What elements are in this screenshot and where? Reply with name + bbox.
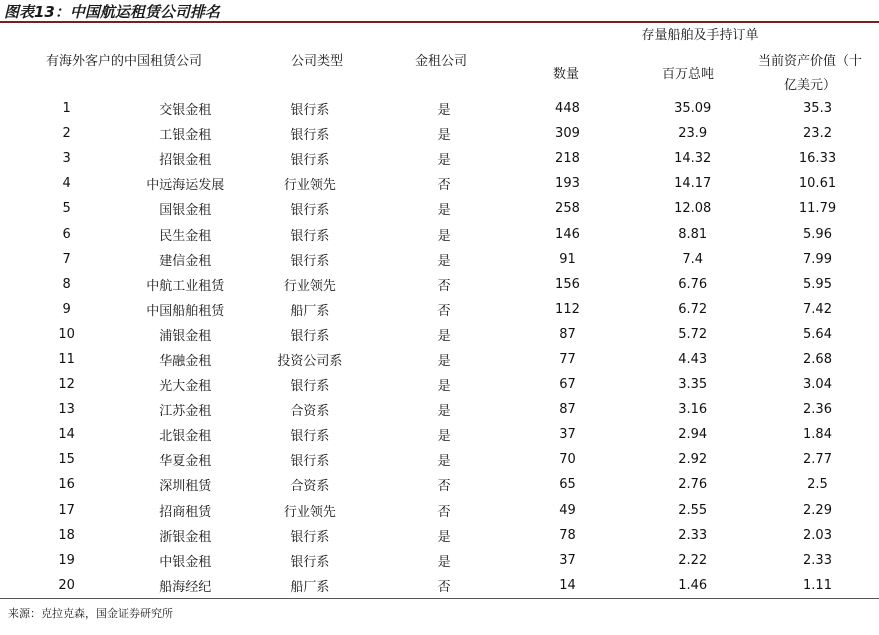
rank-cell: 4	[62, 176, 71, 192]
company-cell: 中银金租	[159, 554, 212, 570]
ranking-table	[0, 96, 879, 598]
finance-lease-cell: 否	[437, 504, 451, 520]
company-cell: 国银金租	[159, 203, 212, 219]
finance-lease-cell: 是	[437, 454, 451, 470]
value-cell: 7.42	[803, 301, 832, 317]
rank-cell: 3	[62, 151, 71, 167]
table-row	[0, 171, 879, 196]
source-note: 来源：克拉克森，国金证券研究所	[8, 607, 173, 620]
table-row	[0, 96, 879, 121]
tonnage-cell: 35.09	[674, 101, 712, 117]
count-cell: 14	[559, 577, 576, 593]
type-cell: 行业领先	[283, 178, 336, 194]
rank-cell: 11	[58, 351, 75, 367]
company-cell: 招银金租	[159, 153, 212, 169]
finance-lease-cell: 否	[437, 479, 451, 495]
rank-cell: 16	[58, 477, 75, 493]
header-value-line2: 亿美元）	[784, 78, 837, 93]
company-cell: 船海经纪	[159, 579, 212, 595]
value-cell: 2.68	[803, 351, 832, 367]
finance-lease-cell: 是	[437, 429, 451, 445]
finance-lease-cell: 是	[437, 353, 451, 369]
ranking-table-body	[0, 96, 879, 598]
tonnage-cell: 2.55	[678, 502, 708, 518]
tonnage-cell: 6.72	[678, 301, 708, 317]
type-cell: 合资系	[290, 479, 330, 495]
company-cell: 建信金租	[159, 253, 212, 269]
header-tonnage: 百万总吨	[662, 67, 715, 82]
header-type: 公司类型	[291, 54, 344, 69]
count-cell: 37	[559, 552, 576, 568]
finance-lease-cell: 是	[437, 103, 451, 119]
table-row	[0, 247, 879, 272]
value-cell: 23.2	[803, 126, 832, 142]
count-cell: 87	[559, 326, 576, 342]
rank-cell: 8	[62, 276, 71, 292]
rank-cell: 7	[62, 251, 71, 267]
table-row	[0, 221, 879, 246]
type-cell: 银行系	[290, 203, 330, 219]
value-cell: 2.36	[803, 402, 832, 418]
tonnage-cell: 6.76	[678, 276, 708, 292]
table-row	[0, 397, 879, 422]
type-cell: 行业领先	[283, 504, 336, 520]
tonnage-cell: 14.32	[674, 151, 712, 167]
rank-cell: 17	[58, 502, 75, 518]
header-finance-lease: 金租公司	[415, 54, 468, 69]
bottom-rule	[0, 598, 879, 599]
type-cell: 银行系	[290, 328, 330, 344]
tonnage-cell: 14.17	[674, 176, 712, 192]
tonnage-cell: 2.94	[678, 427, 708, 443]
company-cell: 江苏金租	[159, 404, 212, 420]
figure-title: 图表13：中国航运租赁公司排名	[4, 3, 220, 21]
value-cell: 16.33	[798, 151, 837, 167]
company-cell: 光大金租	[159, 379, 212, 395]
tonnage-cell: 1.46	[678, 577, 708, 593]
header-value-line1: 当前资产价值（十	[758, 54, 863, 69]
finance-lease-cell: 否	[437, 303, 451, 319]
rank-cell: 13	[58, 402, 75, 418]
value-cell: 10.61	[798, 176, 837, 192]
table-row	[0, 347, 879, 372]
rank-cell: 5	[62, 201, 71, 217]
value-cell: 7.99	[803, 251, 832, 267]
table-row	[0, 121, 879, 146]
finance-lease-cell: 是	[437, 404, 451, 420]
finance-lease-cell: 是	[437, 328, 451, 344]
company-cell: 招商租赁	[159, 504, 212, 520]
type-cell: 银行系	[290, 554, 330, 570]
company-cell: 深圳租赁	[159, 479, 212, 495]
count-cell: 146	[555, 226, 580, 242]
table-row	[0, 447, 879, 472]
count-cell: 112	[555, 301, 580, 317]
rank-cell: 18	[58, 527, 75, 543]
count-cell: 218	[555, 151, 580, 167]
top-rule	[0, 21, 879, 23]
value-cell: 2.5	[807, 477, 828, 493]
rank-cell: 2	[62, 126, 71, 142]
header-count: 数量	[553, 67, 580, 82]
count-cell: 91	[559, 251, 576, 267]
value-cell: 2.33	[803, 552, 832, 568]
table-row	[0, 573, 879, 598]
type-cell: 银行系	[290, 228, 330, 244]
count-cell: 448	[555, 101, 580, 117]
count-cell: 258	[555, 201, 580, 217]
value-cell: 11.79	[798, 201, 837, 217]
company-cell: 北银金租	[159, 429, 212, 445]
type-cell: 投资公司系	[277, 353, 343, 369]
type-cell: 行业领先	[283, 278, 336, 294]
company-cell: 中远海运发展	[146, 178, 225, 194]
type-cell: 船厂系	[290, 303, 330, 319]
tonnage-cell: 4.43	[678, 351, 708, 367]
table-row	[0, 146, 879, 171]
finance-lease-cell: 是	[437, 203, 451, 219]
tonnage-cell: 8.81	[678, 226, 708, 242]
table-row	[0, 498, 879, 523]
table-row	[0, 472, 879, 497]
finance-lease-cell: 是	[437, 529, 451, 545]
type-cell: 银行系	[290, 103, 330, 119]
table-row	[0, 322, 879, 347]
type-cell: 银行系	[290, 128, 330, 144]
count-cell: 309	[555, 126, 580, 142]
company-cell: 中国船舶租赁	[146, 303, 225, 319]
rank-cell: 15	[58, 452, 75, 468]
company-cell: 浙银金租	[159, 529, 212, 545]
rank-cell: 12	[58, 377, 75, 393]
tonnage-cell: 23.9	[678, 126, 708, 142]
table-row	[0, 196, 879, 221]
tonnage-cell: 3.16	[678, 402, 708, 418]
company-cell: 华夏金租	[159, 454, 212, 470]
type-cell: 船厂系	[290, 579, 330, 595]
type-cell: 银行系	[290, 253, 330, 269]
value-cell: 2.77	[803, 452, 832, 468]
table-row	[0, 548, 879, 573]
table-row	[0, 372, 879, 397]
tonnage-cell: 3.35	[678, 377, 708, 393]
value-cell: 5.96	[803, 226, 832, 242]
table-row	[0, 523, 879, 548]
rank-cell: 6	[62, 226, 71, 242]
finance-lease-cell: 否	[437, 579, 451, 595]
rank-cell: 19	[58, 552, 75, 568]
company-cell: 交银金租	[159, 103, 212, 119]
value-cell: 5.64	[803, 326, 832, 342]
count-cell: 87	[559, 402, 576, 418]
type-cell: 银行系	[290, 529, 330, 545]
count-cell: 37	[559, 427, 576, 443]
rank-cell: 20	[58, 577, 75, 593]
company-cell: 工银金租	[159, 128, 212, 144]
type-cell: 银行系	[290, 379, 330, 395]
tonnage-cell: 7.4	[682, 251, 704, 267]
finance-lease-cell: 否	[437, 178, 451, 194]
value-cell: 1.84	[803, 427, 832, 443]
rank-cell: 10	[58, 326, 75, 342]
finance-lease-cell: 是	[437, 153, 451, 169]
count-cell: 156	[555, 276, 580, 292]
rank-cell: 14	[58, 427, 75, 443]
type-cell: 合资系	[290, 404, 330, 420]
rank-cell: 1	[62, 101, 71, 117]
company-cell: 华融金租	[159, 353, 212, 369]
count-cell: 49	[559, 502, 576, 518]
company-cell: 民生金租	[159, 228, 212, 244]
value-cell: 3.04	[803, 377, 832, 393]
header-company: 有海外客户的中国租赁公司	[46, 54, 203, 69]
type-cell: 银行系	[290, 454, 330, 470]
rank-cell: 9	[62, 301, 71, 317]
count-cell: 77	[559, 351, 576, 367]
count-cell: 70	[559, 452, 576, 468]
value-cell: 2.03	[803, 527, 832, 543]
tonnage-cell: 2.76	[678, 477, 708, 493]
count-cell: 193	[555, 176, 580, 192]
value-cell: 5.95	[803, 276, 832, 292]
tonnage-cell: 5.72	[678, 326, 708, 342]
header-group-fleet: 存量船舶及手持订单	[641, 28, 759, 43]
count-cell: 65	[559, 477, 576, 493]
finance-lease-cell: 是	[437, 379, 451, 395]
company-cell: 浦银金租	[159, 328, 212, 344]
table-row	[0, 272, 879, 297]
count-cell: 67	[559, 377, 576, 393]
type-cell: 银行系	[290, 153, 330, 169]
table-row	[0, 297, 879, 322]
count-cell: 78	[559, 527, 576, 543]
finance-lease-cell: 是	[437, 554, 451, 570]
tonnage-cell: 2.92	[678, 452, 708, 468]
value-cell: 1.11	[803, 577, 832, 593]
value-cell: 35.3	[803, 101, 832, 117]
table-row	[0, 422, 879, 447]
value-cell: 2.29	[803, 502, 832, 518]
type-cell: 银行系	[290, 429, 330, 445]
finance-lease-cell: 是	[437, 228, 451, 244]
finance-lease-cell: 是	[437, 128, 451, 144]
tonnage-cell: 12.08	[674, 201, 712, 217]
finance-lease-cell: 否	[437, 278, 451, 294]
tonnage-cell: 2.22	[678, 552, 708, 568]
finance-lease-cell: 是	[437, 253, 451, 269]
tonnage-cell: 2.33	[678, 527, 708, 543]
company-cell: 中航工业租赁	[146, 278, 225, 294]
